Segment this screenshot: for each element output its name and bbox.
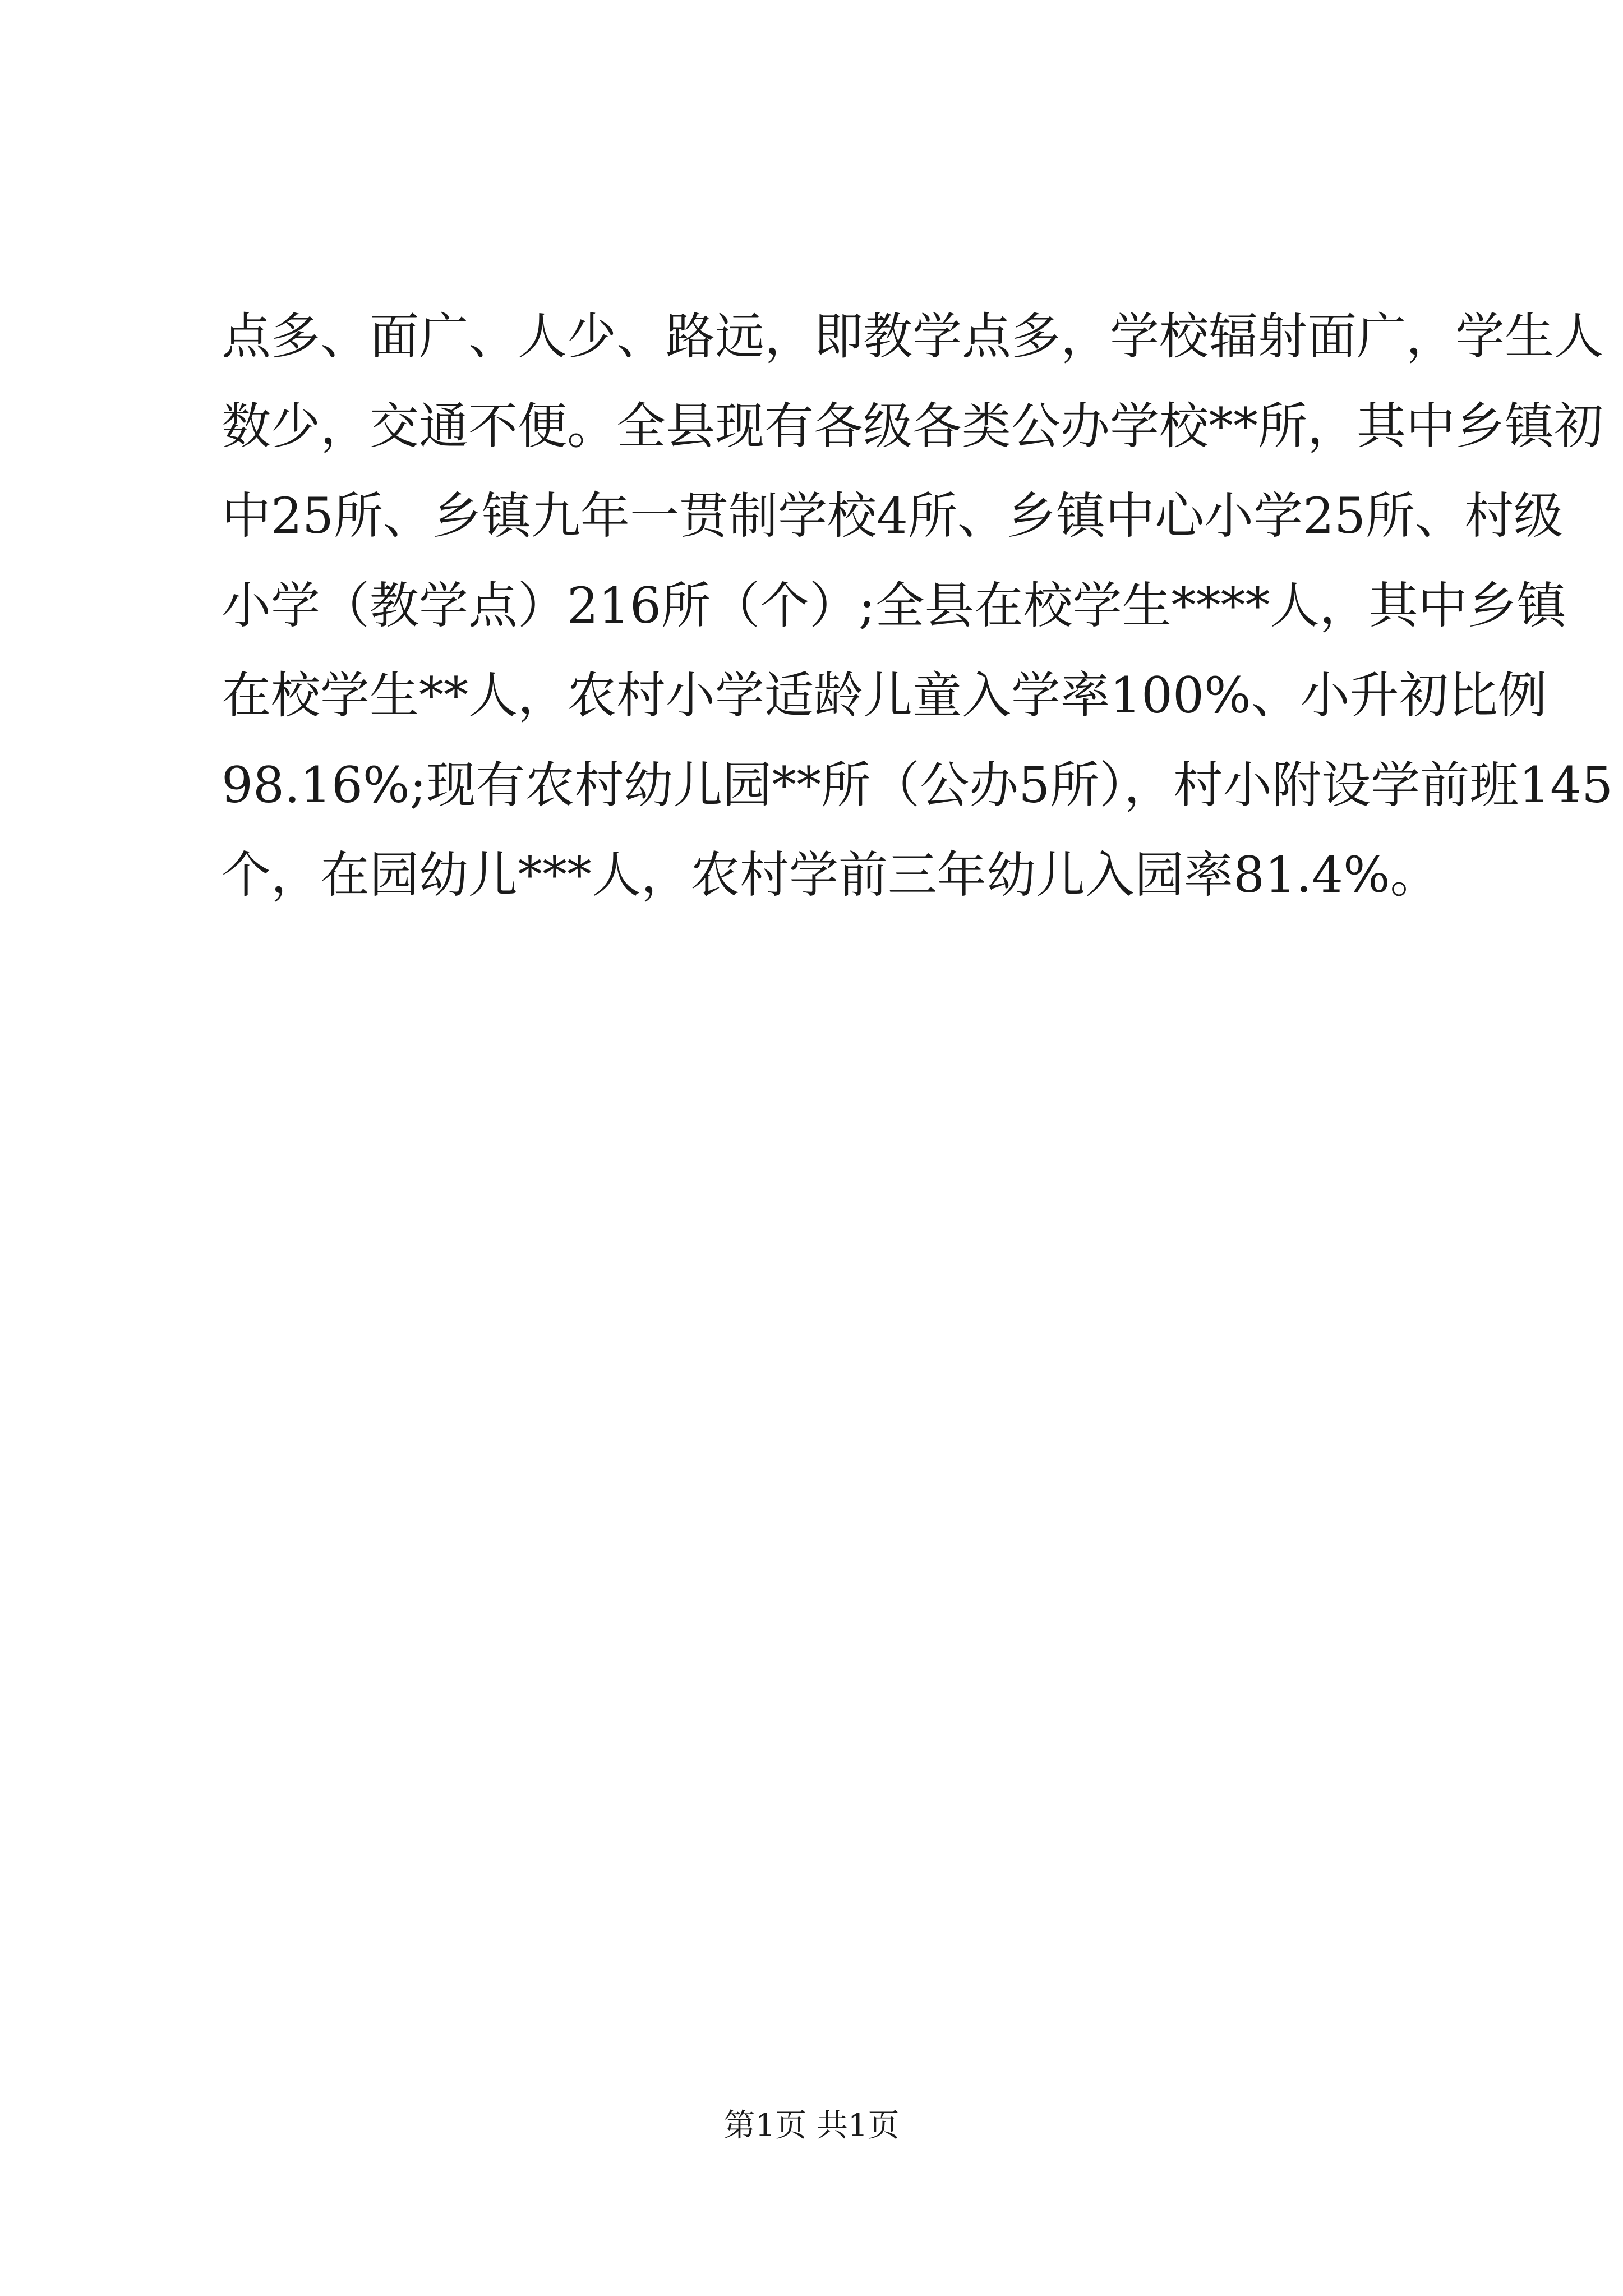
body-paragraph xyxy=(222,292,1613,920)
paragraph-line: 中25所、乡镇九年一贯制学校4所、乡镇中心小学25所、村级 xyxy=(222,487,1563,545)
paragraph-line: 小学（教学点）216所（个）;全县在校学生****人，其中乡镇 xyxy=(222,577,1566,634)
paragraph-line: 98.16%;现有农村幼儿园**所（公办5所），村小附设学前班145 xyxy=(222,756,1613,814)
paragraph-line: 数少，交通不便。全县现有各级各类公办学校**所，其中乡镇初 xyxy=(222,397,1604,455)
paragraph-line: 在校学生**人，农村小学适龄儿童入学率100%、小升初比例 xyxy=(222,666,1547,724)
page-footer: 第1页 共1页 xyxy=(723,2108,900,2144)
paragraph-line: 个，在园幼儿***人，农村学前三年幼儿入园率81.4%。 xyxy=(222,846,1440,904)
paragraph-line: 点多、面广、人少、路远，即教学点多，学校辐射面广，学生人 xyxy=(222,307,1604,365)
